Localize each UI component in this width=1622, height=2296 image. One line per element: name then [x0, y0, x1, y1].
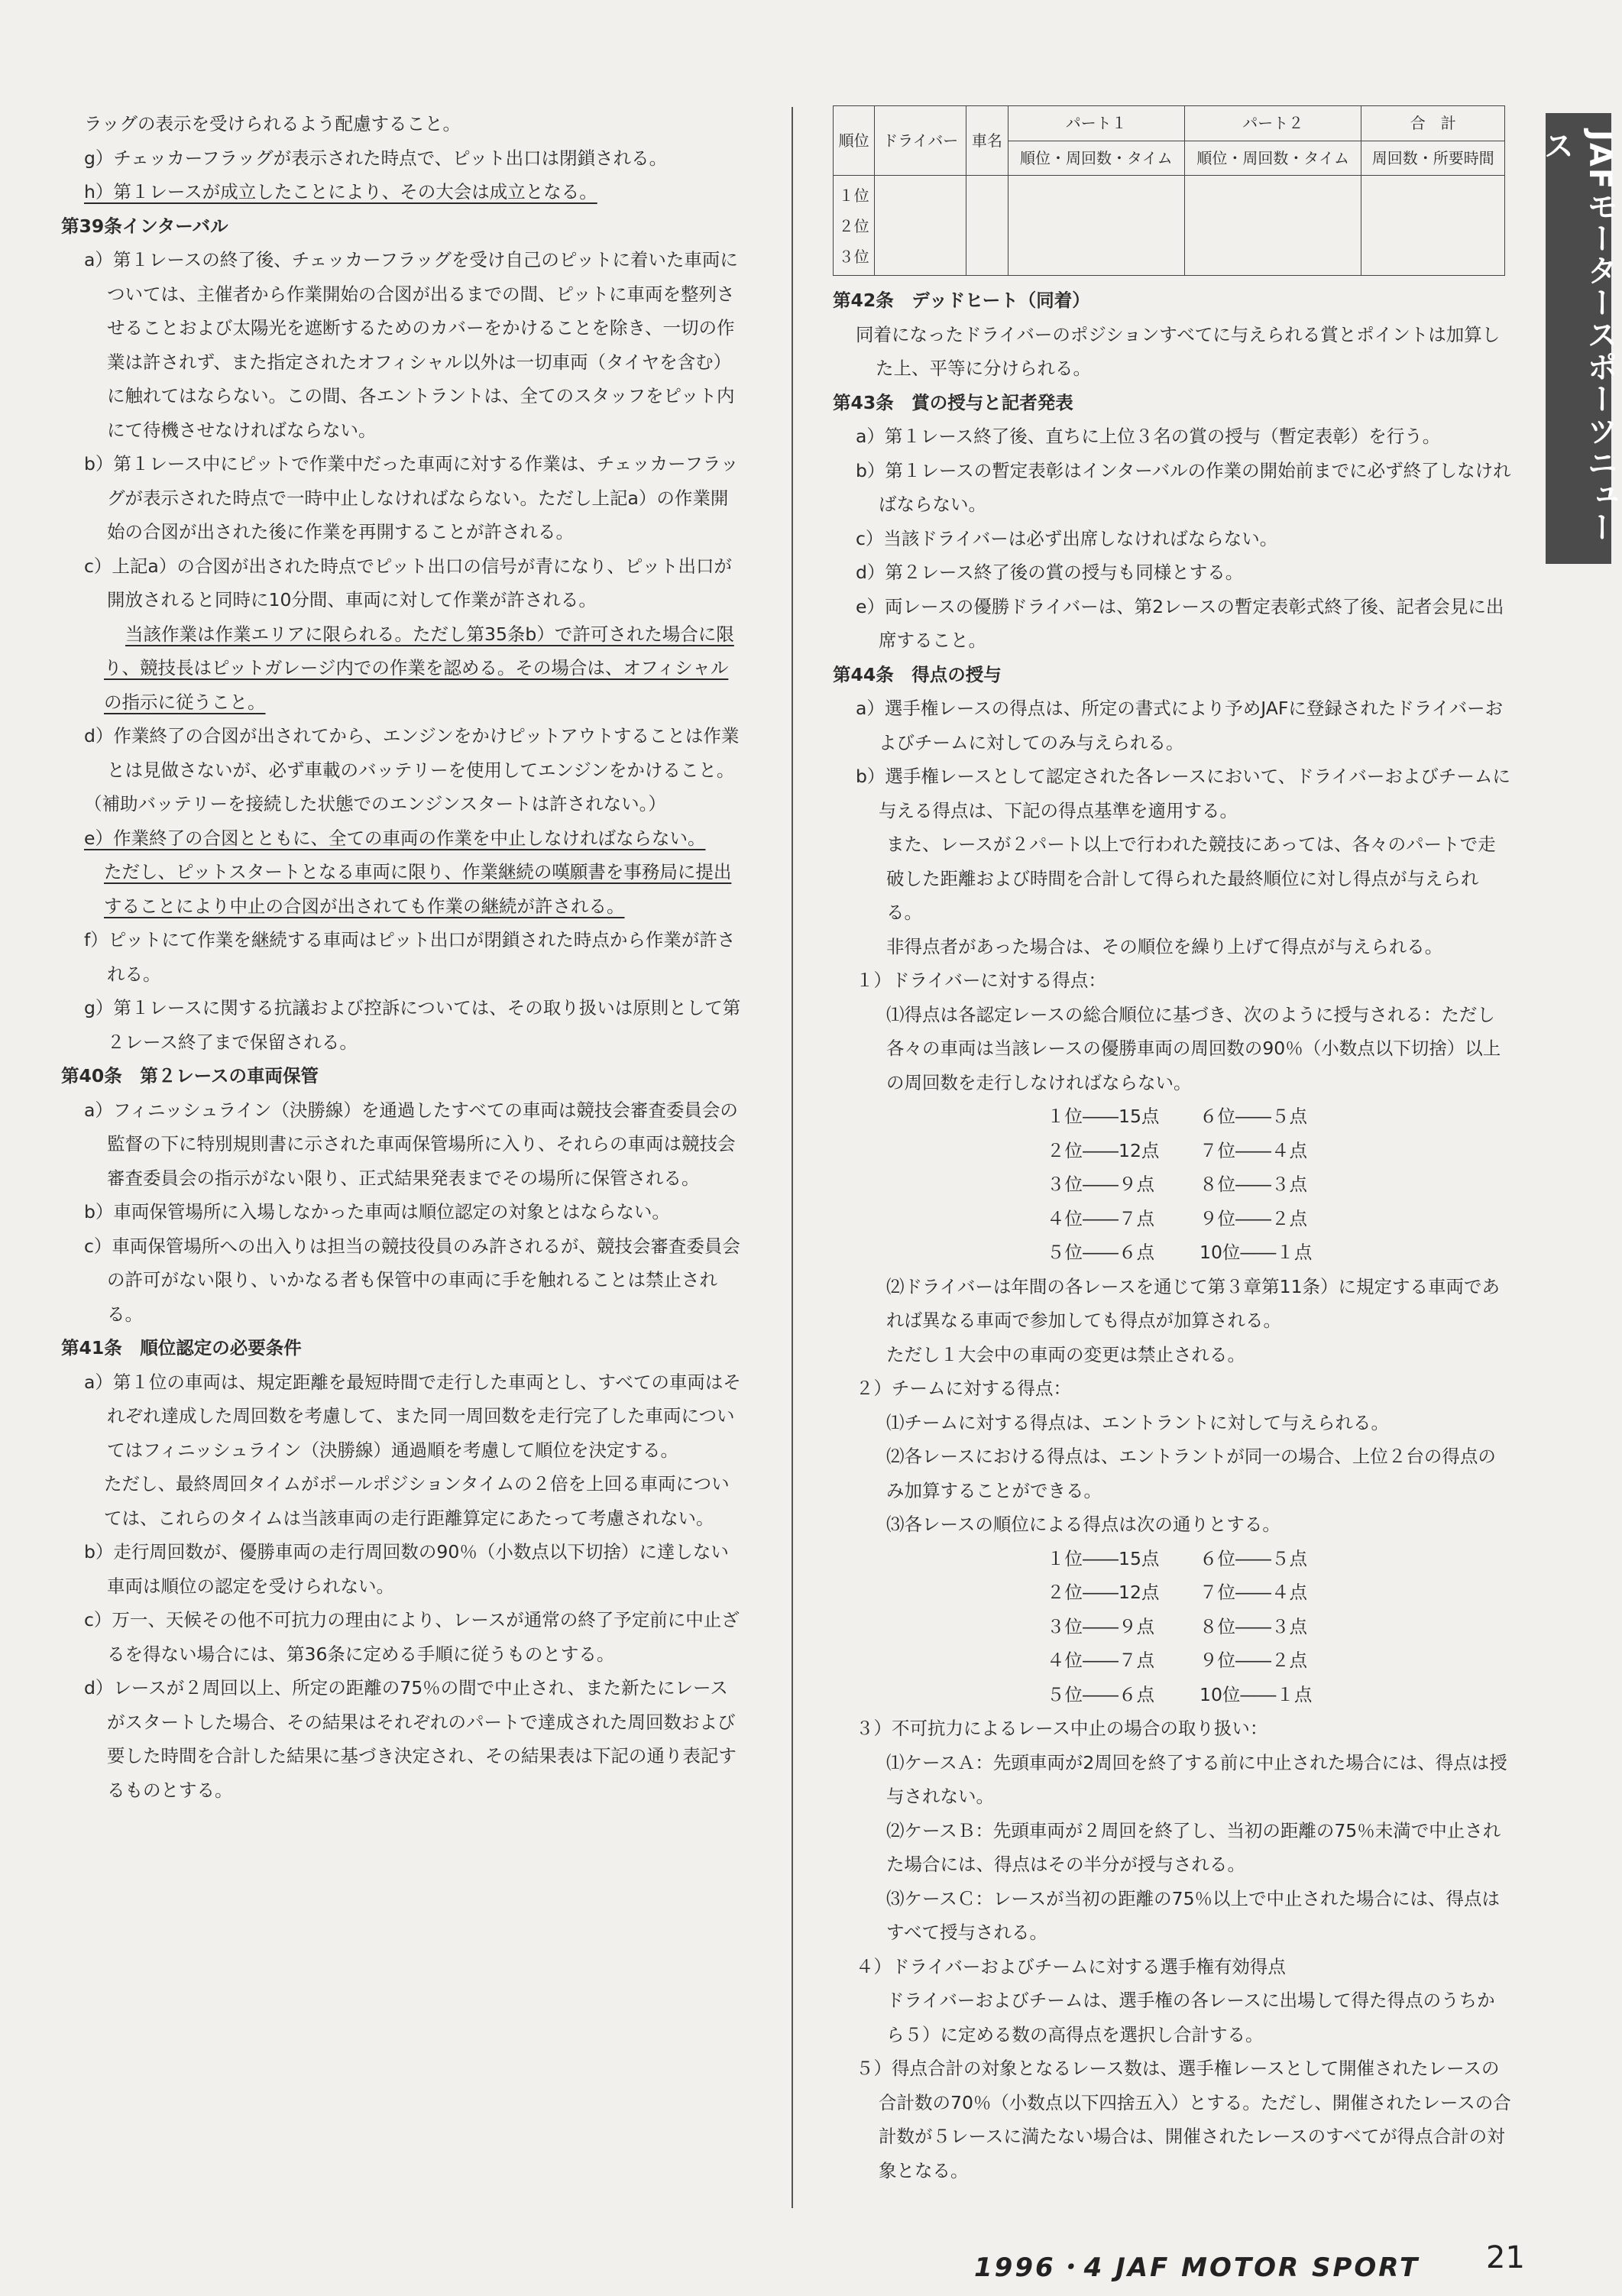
points-entry: １位――15点	[1047, 1547, 1160, 1569]
table-subheader: 順位・周回数・タイム	[1185, 141, 1361, 176]
paragraph: ５）得点合計の対象となるレース数は、選手権レースとして開催されたレースの合計数の70％（小数点以下四捨五入）とする。ただし、開催されたレースの合計数が５レースに満たない場合は、開催されたレースのすべてが得点合計の対象となる。	[856, 2058, 1511, 2181]
paragraph: b）車両保管場所に入場しなかった車両は順位認定の対象とはならない。	[84, 1201, 670, 1222]
paragraph: a）第１位の車両は、規定距離を最短時間で走行した車両とし、すべての車両はそれぞれ達成した周回数を考慮して、また同一周回数を走行完了した車両についてはフィニッシュライン（決勝線）通過順を考慮して順位を決定する。	[84, 1371, 741, 1461]
paragraph: c）車両保管場所への出入りは担当の競技役員のみ許されるが、競技会審査委員会の許可がない限り、いかなる者も保管中の車両に手を触れることは禁止される。	[84, 1235, 740, 1325]
sub-heading: １）ドライバーに対する得点：	[856, 970, 1106, 991]
paragraph: 非得点者があった場合は、その順位を繰り上げて得点が与えられる。	[886, 935, 1443, 957]
rank-label: ３位	[838, 248, 869, 266]
article-heading: 第39条インターバル	[61, 215, 228, 237]
table-header: 順位	[834, 106, 875, 176]
paragraph: b）走行周回数が、優勝車両の走行周回数の90％（小数点以下切捨）に達しない車両は順位の認定を受けられない。	[84, 1541, 729, 1597]
paragraph: b）選手権レースとして認定された各レースにおいて、ドライバーおよびチームに与える得点は、下記の得点基準を適用する。	[856, 766, 1510, 821]
paragraph: ラッグの表示を受けられるよう配慮すること。	[84, 113, 461, 134]
table-cell	[1361, 176, 1505, 276]
results-table	[833, 105, 1505, 276]
table-cell	[966, 176, 1008, 276]
points-entry: ６位――５点	[1200, 1547, 1307, 1569]
table-header: 合 計	[1361, 106, 1505, 141]
points-entry: 10位――１点	[1200, 1683, 1313, 1705]
points-entry: ５位――６点	[1047, 1683, 1154, 1705]
points-entry: ２位――12点	[1047, 1139, 1160, 1161]
paragraph: h）第１レースが成立したことにより、その大会は成立となる。	[84, 181, 597, 202]
points-entry: ２位――12点	[1047, 1582, 1160, 1603]
paragraph: ⑴ケースＡ：先頭車両が2周回を終了する前に中止された場合には、得点は授与されない。	[886, 1751, 1507, 1807]
column-divider	[792, 107, 793, 2208]
paragraph: また、レースが２パート以上で行われた競技にあっては、各々のパートで走破した距離および時間を合計して得られた最終順位に対し得点が与えられる。	[886, 834, 1496, 923]
paragraph: ⑵ケースＢ：先頭車両が２周回を終了し、当初の距離の75％未満で中止された場合には、得点はその半分が授与される。	[886, 1819, 1501, 1875]
paragraph: ⑶各レースの順位による得点は次の通りとする。	[886, 1514, 1280, 1535]
sub-heading: ３）不可抗力によるレース中止の場合の取り扱い：	[856, 1718, 1268, 1739]
paragraph: g）チェッカーフラッグが表示された時点で、ピット出口は閉鎖される。	[84, 147, 668, 169]
paragraph: ⑶ケースＣ：レースが当初の距離の75％以上で中止された場合には、得点はすべて授与される。	[886, 1887, 1501, 1943]
paragraph: 同着になったドライバーのポジションすべてに与えられる賞とポイントは加算した上、平等に分けられる。	[856, 323, 1501, 379]
table-header: 車名	[966, 106, 1008, 176]
article-heading: 第41条 順位認定の必要条件	[61, 1337, 302, 1358]
paragraph: a）選手権レースの得点は、所定の書式により予めJAFに登録されたドライバーおよびチームに対してのみ与えられる。	[856, 698, 1504, 753]
points-entry: 10位――１点	[1200, 1242, 1313, 1263]
paragraph: ただし、ピットスタートとなる車両に限り、作業継続の嘆願書を事務局に提出することにより中止の合図が出されても作業の継続が許される。	[104, 861, 732, 917]
article-heading: 第43条 賞の授与と記者発表	[833, 391, 1073, 413]
article-heading: 第42条 デッドヒート（同着）	[833, 290, 1090, 311]
sub-heading: ２）チームに対する得点：	[856, 1378, 1071, 1399]
paragraph: c）万一、天候その他不可抗力の理由により、レースが通常の終了予定前に中止ざるを得ない場合には、第36条に定める手順に従うものとする。	[84, 1609, 740, 1665]
paragraph: g）第１レースに関する抗議および控訴については、その取り扱いは原則として第２レース終了まで保留される。	[84, 997, 741, 1053]
table-header: パート２	[1185, 106, 1361, 141]
table-header: パート１	[1008, 106, 1184, 141]
page-number: 21	[1486, 2240, 1525, 2275]
paragraph: d）第２レース終了後の賞の授与も同様とする。	[856, 562, 1244, 583]
left-column	[61, 107, 745, 1807]
sub-heading: ４）ドライバーおよびチームに対する選手権有効得点	[856, 1955, 1286, 1977]
rank-label: ２位	[838, 217, 869, 235]
points-entry: ６位――５点	[1200, 1106, 1307, 1127]
article-heading: 第44条 得点の授与	[833, 663, 1002, 685]
paragraph: b）第１レースの暫定表彰はインターバルの作業の開始前までに必ず終了しなければならない。	[856, 459, 1511, 515]
paragraph: f）ピットにて作業を継続する車両はピット出口が閉鎖された時点から作業が許される。	[84, 929, 736, 985]
paragraph: b）第１レース中にピットで作業中だった車両に対する作業は、チェッカーフラッグが表示された時点で一時中止しなければならない。ただし上記a）の作業開始の合図が出された後に作業を再開することが許される。	[84, 453, 739, 542]
points-table	[833, 1099, 1513, 1270]
table-cell	[834, 176, 875, 276]
points-entry: ５位――６点	[1047, 1242, 1154, 1263]
paragraph: e）作業終了の合図とともに、全ての車両の作業を中止しなければならない。	[84, 827, 706, 849]
points-entry: １位――15点	[1047, 1106, 1160, 1127]
paragraph: e）両レースの優勝ドライバーは、第2レースの暫定表彰式終了後、記者会見に出席すること。	[856, 595, 1504, 651]
table-cell	[1008, 176, 1184, 276]
paragraph: c）当該ドライバーは必ず出席しなければならない。	[856, 527, 1278, 549]
paragraph: ⑵ドライバーは年間の各レースを通じて第３章第11条）に規定する車両であれば異なる車両で参加しても得点が加算される。	[886, 1275, 1501, 1331]
magazine-title: 1996・4 JAF MOTOR SPORT	[974, 2252, 1420, 2283]
points-entry: ８位――３点	[1200, 1174, 1307, 1195]
points-entry: ７位――４点	[1200, 1582, 1307, 1603]
paragraph: ⑵各レースにおける得点は、エントラントが同一の場合、上位２台の得点のみ加算することができる。	[886, 1446, 1496, 1501]
points-entry: ３位――９点	[1047, 1174, 1154, 1195]
paragraph: a）フィニッシュライン（決勝線）を通過したすべての車両は競技会審査委員会の監督の下に特別規則書に示された車両保管場所に入り、それらの車両は競技会審査委員会の指示がない限り、正式結果発表までその場所に保管される。	[84, 1099, 738, 1189]
rank-label: １位	[838, 186, 869, 205]
points-entry: ４位――７点	[1047, 1650, 1154, 1671]
points-table	[833, 1542, 1513, 1712]
paragraph: 当該作業は作業エリアに限られる。ただし第35条b）で許可された場合に限り、競技長はピットガレージ内での作業を認める。その場合は、オフィシャルの指示に従うこと。	[104, 623, 734, 713]
table-cell	[1185, 176, 1361, 276]
paragraph: d）作業終了の合図が出されてから、エンジンをかけピットアウトすることは作業とは見做さないが、必ず車載のバッテリーを使用してエンジンをかけること。	[84, 725, 740, 781]
table-subheader: 周回数・所要時間	[1361, 141, 1505, 176]
table-subheader: 順位・周回数・タイム	[1008, 141, 1184, 176]
right-column	[833, 105, 1513, 2188]
paragraph: d）レースが２周回以上、所定の距離の75％の間で中止され、また新たにレースがスタートした場合、その結果はそれぞれのパートで達成された周回数および要した時間を合計した結果に基づき決定され、その結果表は下記の通り表記するものとする。	[84, 1677, 737, 1801]
paragraph: ドライバーおよびチームは、選手権の各レースに出場して得た得点のうちから５）に定める数の高得点を選択し合計する。	[886, 1990, 1495, 2045]
article-heading: 第40条 第２レースの車両保管	[61, 1065, 319, 1086]
paragraph: ただし、最終周回タイムがポールポジションタイムの２倍を上回る車両については、これらのタイムは当該車両の走行距離算定にあたって考慮されない。	[104, 1473, 730, 1529]
paragraph: c）上記a）の合図が出された時点でピット出口の信号が青になり、ピット出口が開放されると同時に10分間、車両に対して作業が許される。	[84, 555, 732, 610]
points-entry: ９位――２点	[1200, 1650, 1307, 1671]
points-entry: ７位――４点	[1200, 1139, 1307, 1161]
points-entry: ４位――７点	[1047, 1207, 1154, 1229]
paragraph: a）第１レース終了後、直ちに上位３名の賞の授与（暫定表彰）を行う。	[856, 426, 1441, 447]
paragraph: ⑴チームに対する得点は、エントラントに対して与えられる。	[886, 1411, 1389, 1433]
table-header: ドライバー	[875, 106, 966, 176]
points-entry: ９位――２点	[1200, 1207, 1307, 1229]
paragraph: （補助バッテリーを接続した状態でのエンジンスタートは許されない。）	[84, 793, 666, 814]
table-cell	[875, 176, 966, 276]
paragraph: a）第１レースの終了後、チェッカーフラッグを受け自己のピットに着いた車両については、主催者から作業開始の合図が出るまでの間、ピットに車両を整列させることおよび太陽光を遮断するためのカバーをかけることを除き、一切の作業は許されず、また指定されたオフィシャル以外は一切車両（タイヤを含む）に触れてはならない。この間、各エントラントは、全てのスタッフをピット内にて待機させなければならない。	[84, 249, 738, 441]
points-entry: ３位――９点	[1047, 1615, 1154, 1637]
paragraph: ⑴得点は各認定レースの総合順位に基づき、次のように授与される：ただし各々の車両は当該レースの優勝車両の周回数の90％（小数点以下切捨）以上の周回数を走行しなければならない。	[886, 1003, 1501, 1093]
points-entry: ８位――３点	[1200, 1615, 1307, 1637]
section-tab: JAFモータースポーツニュース	[1546, 113, 1611, 564]
paragraph: ただし１大会中の車両の変更は禁止される。	[886, 1343, 1245, 1365]
